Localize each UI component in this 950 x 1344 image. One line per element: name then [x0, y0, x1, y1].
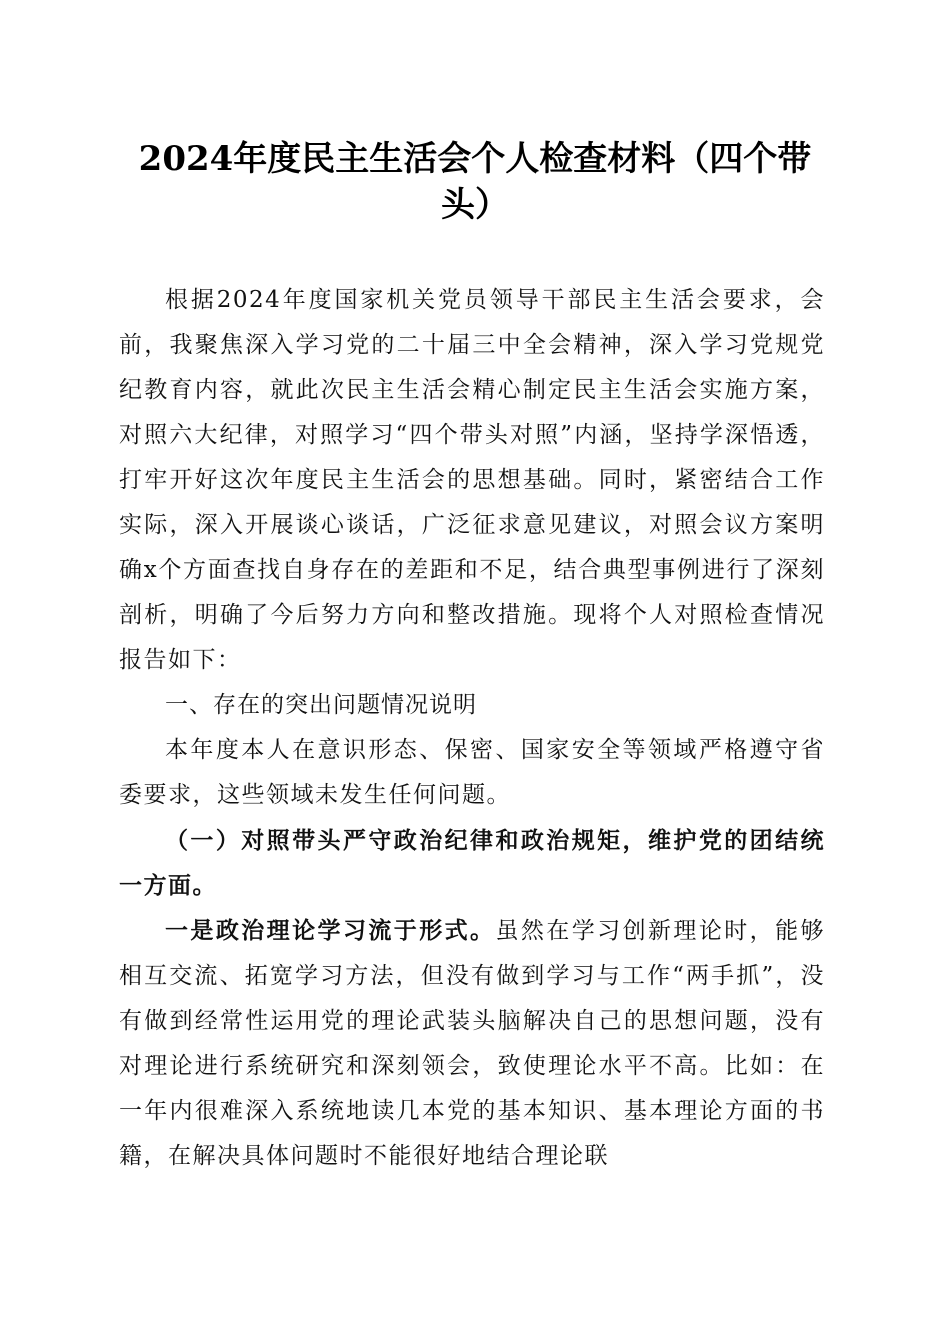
point-one-paragraph — [119, 908, 825, 1179]
document-body — [119, 278, 825, 1179]
point-one-lead: 一是政治理论学习流于形式。 — [165, 917, 496, 944]
section-heading: 一、存在的突出问题情况说明 — [165, 692, 477, 718]
subsection-heading: （一）对照带头严守政治纪律和政治规矩，维护党的团结统一方面。 — [119, 827, 825, 899]
intro-paragraph: 根据2024年度国家机关党员领导干部民主生活会要求，会前，我聚焦深入学习党的二十届三中全会精神，深入学习党规党纪教育内容，就此次民主生活会精心制定民主生活会实施方案，对照六大纪律，对照学习“四个带头对照”内涵，坚持学深悟透，打牢开好这次年度民主生活会的思想基础。同时，紧密结合工作实际，深入开展谈心谈话，广泛征求意见建议，对照会议方案明确x个方面查找自身存在的差距和不足，结合典型事例进行了深刻剖析，明确了今后努力方向和整改措施。现将个人对照检查情况报告如下： — [119, 287, 825, 673]
point-one-text: 虽然在学习创新理论时，能够相互交流、拓宽学习方法，但没有做到学习与工作“两手抓”，没有做到经常性运用党的理论武装头脑解决自己的思想问题，没有对理论进行系统研究和深刻领会，致使理论水平不高。比如：在一年内很难深入系统地读几本党的基本知识、基本理论方面的书籍，在解决具体问题时不能很好地结合理论联 — [119, 918, 826, 1169]
compliance-paragraph: 本年度本人在意识形态、保密、国家安全等领域严格遵守省委要求，这些领域未发生任何问题。 — [119, 737, 825, 808]
document-title: 2024年度民主生活会个人检查材料（四个带头） — [138, 139, 812, 225]
